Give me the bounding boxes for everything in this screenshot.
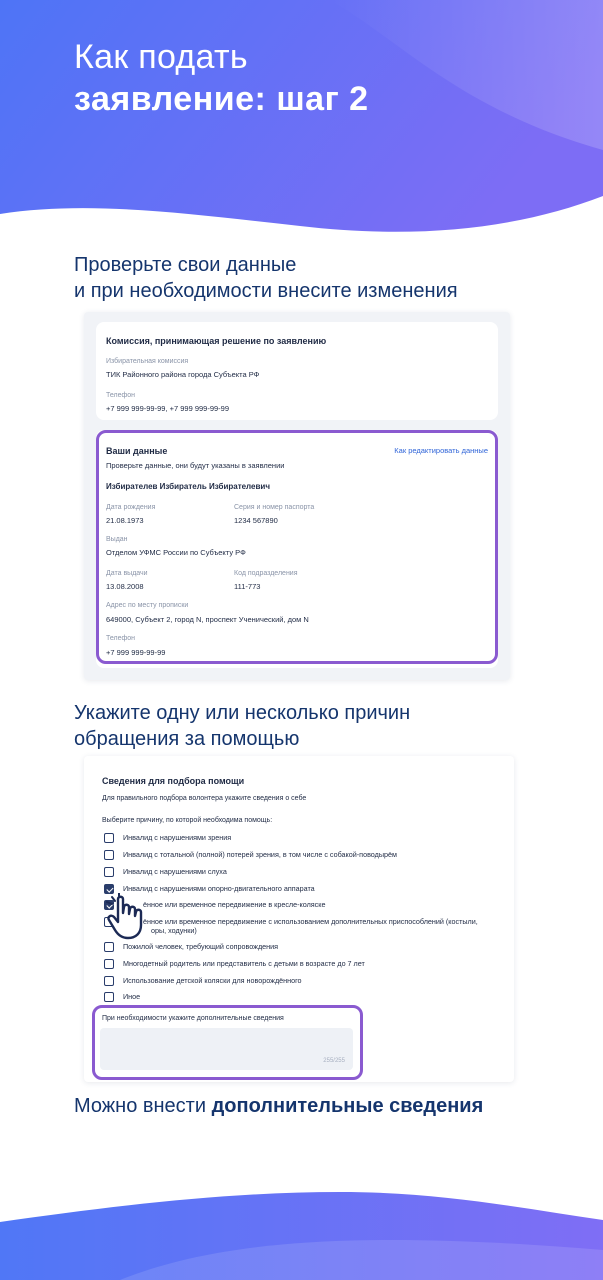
checkbox[interactable] [104, 942, 114, 952]
issued-value: Отделом УФМС России по Субъекту РФ [106, 548, 246, 557]
reason-label [143, 917, 478, 935]
help-subtitle: Для правильного подбора волонтера укажите сведения о себе [102, 795, 307, 802]
reason-label: Многодетный родитель или представитель с детьми в возрасте до 7 лет [123, 959, 365, 968]
commission-title: Комиссия, принимающая решение по заявлению [106, 336, 327, 346]
issue-date-value: 13.08.2008 [106, 582, 144, 591]
reason-label: ённое или временное передвижение в кресле-коляске [143, 900, 326, 909]
checkbox[interactable] [104, 850, 114, 860]
section-reasons-line1: Укажите одну или несколько причин [74, 702, 411, 724]
reason-label: Инвалид с нарушениями зрения [123, 833, 232, 842]
reason-option[interactable] [104, 867, 227, 879]
reason-label: Инвалид с тотальной (полной) потерей зрения, в том числе с собакой-поводырём [123, 850, 397, 859]
reason-label-line1: ённое или временное передвижение с использованием дополнительных приспособлений (костыли, [143, 917, 478, 926]
checkbox[interactable] [104, 992, 114, 1002]
hand-pointer-icon [102, 893, 152, 943]
reason-option[interactable] [104, 976, 302, 988]
address-value: 649000, Субъект 2, город N, проспект Ученический, дом N [106, 615, 309, 624]
footer-background [0, 1170, 603, 1280]
section-extra-prefix: Можно внести [74, 1095, 212, 1117]
char-counter: 255/255 [323, 1058, 345, 1064]
reason-label: Иное [123, 992, 141, 1001]
birth-date-value: 21.08.1973 [106, 516, 144, 525]
reason-option[interactable] [104, 917, 478, 935]
commission-panel [96, 322, 498, 420]
commission-phone-value: +7 999 999-99-99, +7 999 999-99-99 [106, 404, 230, 413]
full-name: Избирателев Избиратель Избирателевич [106, 482, 270, 491]
reason-label: Инвалид с нарушениями опорно-двигательного аппарата [123, 884, 315, 893]
hero-title [74, 36, 369, 120]
checkbox[interactable] [104, 959, 114, 969]
checkbox[interactable] [104, 867, 114, 877]
birth-date-label: Дата рождения [106, 504, 156, 511]
reason-label: Пожилой человек, требующий сопровождения [123, 942, 279, 951]
dept-code-value: 111-773 [234, 582, 261, 591]
section-reasons-heading [74, 700, 410, 752]
section-extra-heading [74, 1093, 483, 1119]
address-label: Адрес по месту прописки [106, 602, 189, 609]
commission-label: Избирательная комиссия [106, 358, 189, 365]
reason-option[interactable] [104, 992, 140, 1004]
reason-label: Инвалид с нарушениями слуха [123, 867, 227, 876]
checkbox[interactable] [104, 833, 114, 843]
help-title: Сведения для подбора помощи [102, 776, 245, 786]
checkbox[interactable] [104, 976, 114, 986]
your-data-title: Ваши данные [106, 446, 168, 456]
passport-label: Серия и номер паспорта [234, 504, 315, 511]
commission-phone-label: Телефон [106, 392, 136, 399]
reason-label: Использование детской коляски для новорождённого [123, 976, 302, 985]
phone-value: +7 999 999-99-99 [106, 648, 166, 657]
section-reasons-line2: обращения за помощью [74, 728, 300, 750]
phone-label: Телефон [106, 635, 136, 642]
issue-date-label: Дата выдачи [106, 570, 148, 577]
dept-code-label: Код подразделения [234, 570, 298, 577]
edit-data-link[interactable]: Как редактировать данные [394, 446, 488, 455]
section-extra-bold: дополнительные сведения [211, 1095, 484, 1117]
section-check-line1: Проверьте свои данные [74, 254, 297, 276]
hero-title-line2: заявление: шаг 2 [74, 80, 369, 118]
passport-value: 1234 567890 [234, 516, 278, 525]
section-check-line2: и при необходимости внесите изменения [74, 280, 458, 302]
issued-label: Выдан [106, 536, 128, 543]
extra-info-label: При необходимости укажите дополнительные сведения [102, 1015, 284, 1022]
reason-option[interactable] [104, 959, 365, 971]
extra-info-highlight [92, 1005, 363, 1080]
reason-option[interactable] [104, 833, 231, 845]
help-prompt: Выберите причину, по которой необходима помощь: [102, 817, 273, 824]
reason-label-line2: оры, ходунки) [151, 926, 197, 935]
reason-option[interactable] [104, 942, 278, 954]
reason-option[interactable] [104, 850, 397, 862]
your-data-highlight [96, 430, 498, 664]
hero-title-line1: Как подать [74, 38, 248, 76]
your-data-subtitle: Проверьте данные, они будут указаны в заявлении [106, 461, 285, 470]
section-check-data-heading [74, 252, 458, 304]
commission-value: ТИК Районного района города Субъекта РФ [106, 370, 260, 379]
